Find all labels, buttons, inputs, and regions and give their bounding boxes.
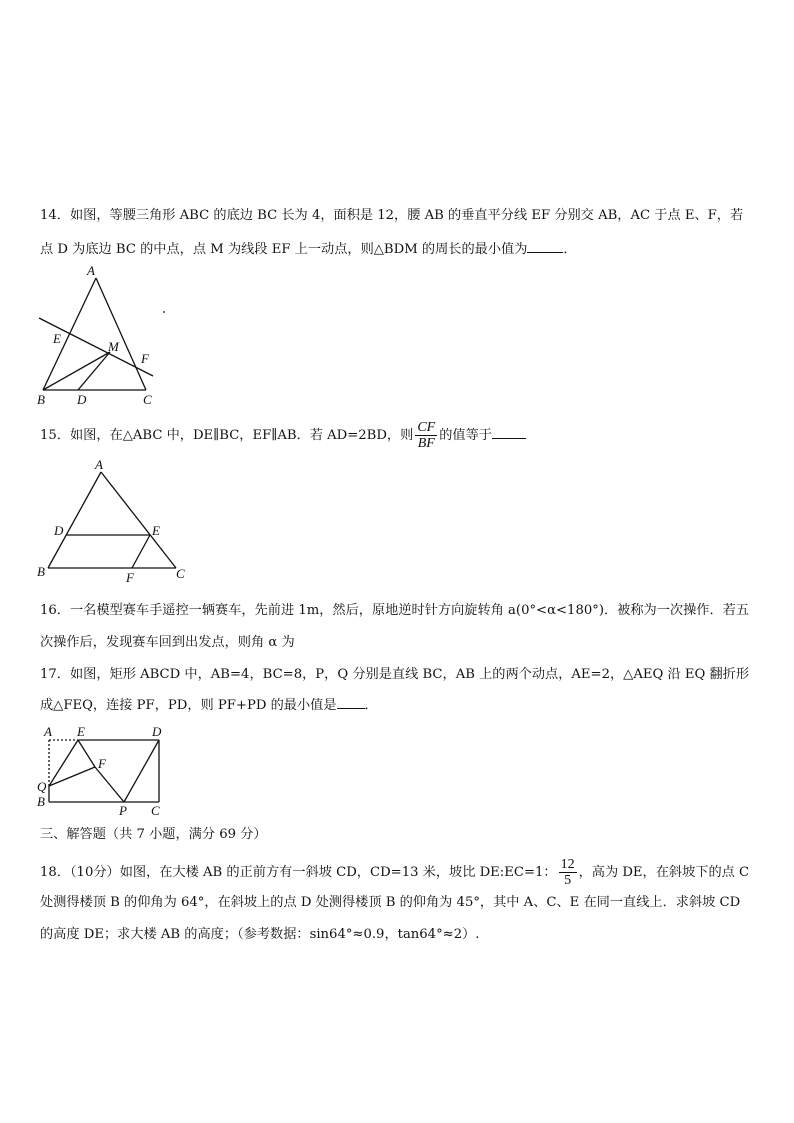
q14-label-e: E bbox=[53, 331, 61, 346]
q14-stray-dot bbox=[163, 311, 165, 313]
q16-text-1: 16．一名模型赛车手遥控一辆赛车，先前进 1m，然后，原地逆时针方向旋转角 a(0°<α<180°)．被称为一次操作．若五 bbox=[40, 603, 750, 618]
q17-label-p: P bbox=[119, 803, 127, 818]
q18-text-1: 18．（10分）如图，在大楼 AB 的正前方有一斜坡 CD，CD=13 米，坡比 DE:EC=1： bbox=[40, 865, 557, 880]
q15-line bbox=[40, 420, 526, 451]
q18-text-4: 的高度 DE；求大楼 AB 的高度；（参考数据：sin64°≈0.9，tan64°≈2）. bbox=[40, 927, 480, 942]
q15-side-ac bbox=[101, 472, 176, 568]
q17-text-3: ． bbox=[364, 698, 378, 713]
q15-text-1: 15．如图，在△ABC 中，DE∥BC，EF∥AB．若 AD=2BD，则 bbox=[40, 428, 414, 443]
q14-label-f: F bbox=[141, 351, 149, 366]
q14-text-2: 点 D 为底边 BC 的中点，点 M 为线段 EF 上一动点，则△BDM 的周长的最小值为 bbox=[40, 242, 528, 257]
q17-line2 bbox=[40, 696, 378, 715]
q18-line1 bbox=[40, 857, 749, 888]
q15-side-ab bbox=[48, 472, 101, 568]
q14-line-ef bbox=[39, 318, 153, 376]
q18-text-3: 处测得楼顶 B 的仰角为 64°，在斜坡上的点 D 处测得楼顶 B 的仰角为 45°，其中 A、C、E 在同一直线上．求斜坡 CD bbox=[40, 895, 741, 910]
q17-segment-pd bbox=[124, 740, 159, 802]
q17-label-e: E bbox=[77, 724, 85, 739]
q14-text-1: 14．如图，等腰三角形 ABC 的底边 BC 长为 4，面积是 12，腰 AB 的垂直平分线 EF 分别交 AB，AC 于点 E、F，若 bbox=[40, 208, 744, 223]
q16-line1 bbox=[40, 602, 749, 620]
q17-text-1: 17．如图，矩形 ABCD 中，AB=4，BC=8，P，Q 分别是直线 BC，AB 上的两个动点，AE=2，△AEQ 沿 EQ 翻折形 bbox=[40, 667, 750, 682]
q17-segment-eq bbox=[49, 740, 78, 786]
q18-fraction bbox=[559, 857, 577, 888]
section-heading bbox=[40, 826, 267, 844]
q17-label-q: Q bbox=[37, 779, 47, 794]
q18-text-2: ，高为 DE，在斜坡下的点 C bbox=[578, 865, 750, 880]
q17-text-2: 成△FEQ，连接 PF，PD，则 PF+PD 的最小值是 bbox=[40, 698, 337, 713]
q17-answer-blank bbox=[337, 696, 365, 709]
q14-label-m: M bbox=[108, 339, 119, 354]
q15-label-b: B bbox=[37, 564, 45, 579]
q17-segment-ef bbox=[78, 740, 95, 767]
q17-segment-fq bbox=[49, 767, 95, 786]
q15-label-e: E bbox=[152, 523, 160, 538]
section-heading-text: 三、解答题（共 7 小题，满分 69 分） bbox=[40, 827, 267, 842]
q14-label-b: B bbox=[37, 392, 45, 407]
q14-label-d: D bbox=[77, 392, 87, 407]
q17-segment-fp bbox=[95, 767, 124, 802]
q14-label-a: A bbox=[87, 263, 95, 278]
q15-fraction-numerator: CF bbox=[417, 420, 436, 435]
q15-label-c: C bbox=[176, 566, 185, 581]
q18-line3 bbox=[40, 926, 480, 944]
q14-label-c: C bbox=[143, 392, 152, 407]
q14-text-3: ． bbox=[563, 242, 577, 257]
q17-label-f: F bbox=[98, 756, 106, 771]
q15-text-2: 的值等于 bbox=[439, 428, 492, 443]
q17-label-d: D bbox=[152, 724, 162, 739]
q17-label-c: C bbox=[151, 803, 160, 818]
q14-segment-dm bbox=[78, 352, 110, 390]
q17-label-b: B bbox=[37, 794, 45, 809]
q15-label-d: D bbox=[54, 523, 64, 538]
q16-text-2: 次操作后，发现赛车回到出发点，则角 α 为 bbox=[40, 635, 295, 650]
q18-line2 bbox=[40, 894, 740, 912]
q17-line1 bbox=[40, 666, 749, 684]
q14-side-ac bbox=[96, 278, 146, 390]
q15-label-f: F bbox=[126, 570, 134, 585]
q18-fraction-denominator: 5 bbox=[564, 873, 572, 888]
q15-segment-ef bbox=[132, 535, 150, 568]
q16-line2 bbox=[40, 634, 295, 652]
q14-segment-bm bbox=[43, 352, 110, 390]
q17-label-a: A bbox=[44, 724, 52, 739]
q18-fraction-numerator: 12 bbox=[560, 857, 575, 872]
q15-fraction bbox=[415, 420, 437, 451]
q15-fraction-denominator: BF bbox=[417, 436, 435, 451]
q15-label-a: A bbox=[95, 457, 103, 472]
q15-answer-blank bbox=[492, 426, 526, 439]
